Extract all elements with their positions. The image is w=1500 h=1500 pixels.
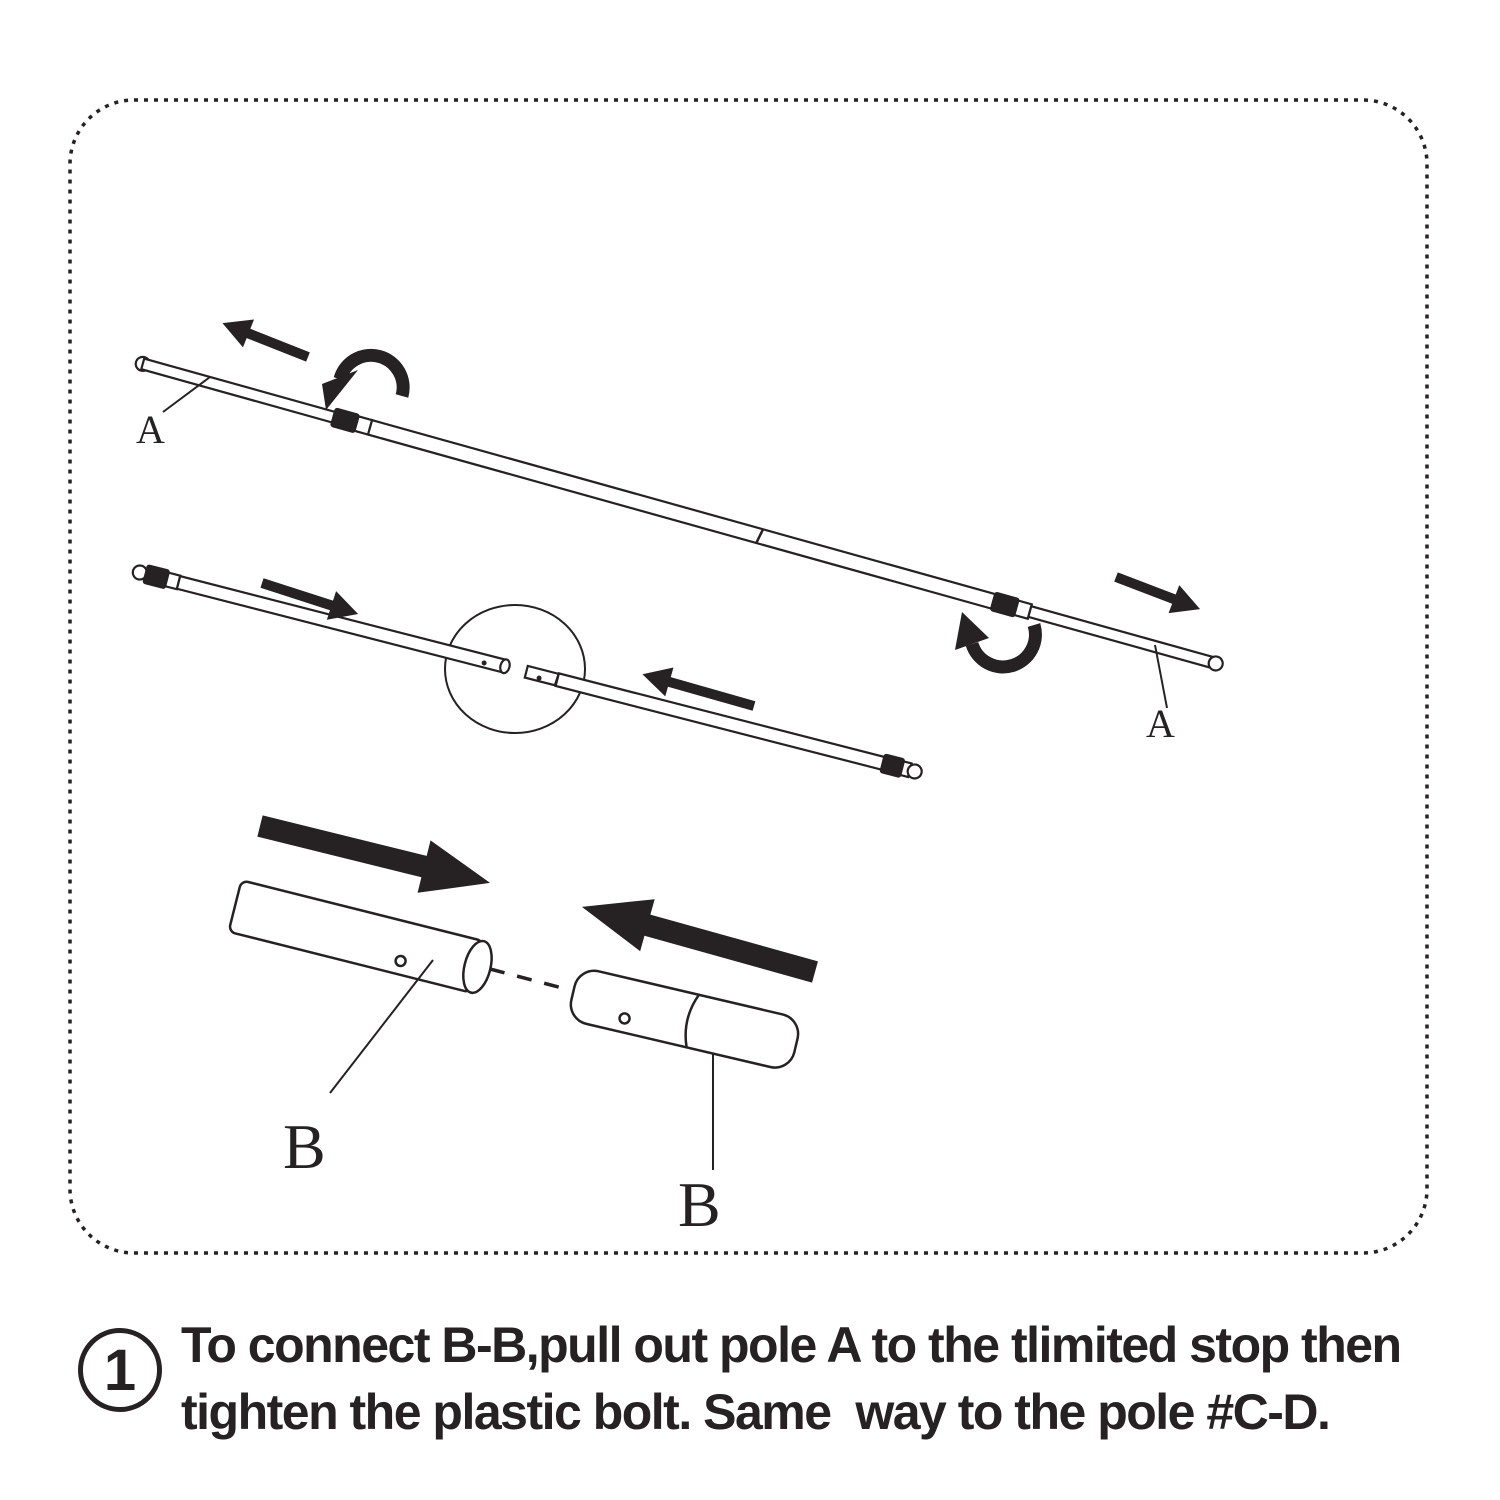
instruction-line-1: To connect B-B,pull out pole A to the tlimited stop then <box>181 1317 1401 1373</box>
twist-arrow-icon <box>955 612 1035 667</box>
pole-a-middle <box>131 562 924 782</box>
tube-b-left <box>229 880 497 995</box>
label-tube-b-left: B <box>283 1111 326 1182</box>
pin-hole <box>619 1012 631 1024</box>
twist-arrow-icon <box>322 355 403 410</box>
pole-right-half <box>556 673 885 769</box>
step-number-badge <box>78 1328 162 1412</box>
label-leader <box>330 960 433 1093</box>
pull-arrow-left-icon <box>217 309 314 371</box>
alignment-dashes <box>490 969 566 989</box>
pin-hole <box>395 955 407 967</box>
tube-b-right <box>567 967 802 1072</box>
label-tube-b-right: B <box>678 1169 721 1240</box>
detail-circle <box>445 605 585 733</box>
panel-border <box>70 100 1427 1253</box>
pole-left-half <box>177 576 507 672</box>
tube-body <box>229 880 484 992</box>
label-pole-a-lower: A <box>1146 701 1175 746</box>
pole-sleeve <box>525 666 559 686</box>
pole-thin-section <box>141 359 335 423</box>
pull-arrow-right-icon <box>1111 563 1206 623</box>
pole-thin-section <box>1028 606 1217 668</box>
label-pole-a-upper: A <box>136 407 165 452</box>
step-number: 1 <box>103 1337 137 1403</box>
tube-body <box>567 967 802 1072</box>
instruction-line-2: tighten the plastic bolt. Same way to the pole #C-D. <box>181 1384 1330 1440</box>
pole-a-upper <box>134 353 1225 674</box>
instruction-text <box>181 1312 1401 1446</box>
pole-main-section <box>368 420 995 608</box>
